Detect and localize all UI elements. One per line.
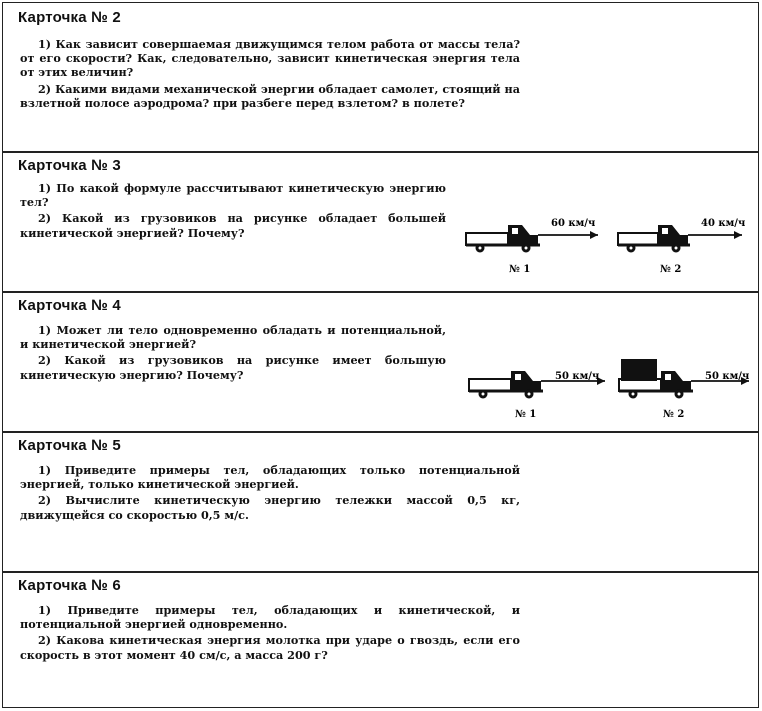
question-1: 1) Как зависит совершаемая движущимся телом работа от массы тела? от его скорости? Как, следовательно, зависит кинетическая энергия тела от этих величин? [20,37,520,80]
worksheet-page [2,2,759,708]
truck-1-illustration [466,225,598,253]
question-2: 2) Какой из грузовиков на рисунке имеет большую кинетическую энергию? Почему? [20,353,446,382]
question-2: 2) Какими видами механической энергии обладает самолет, стоящий на взлетной полосе аэродрома? при разбеге перед взлетом? в полете? [20,81,520,110]
card-questions [20,181,446,240]
truck-2-illustration [618,225,742,253]
question-1: 1) Приведите примеры тел, обладающих и кинетической, и потенциальной энергией одновременно. [20,603,520,632]
truck-1-speed: 50 км/ч [555,371,600,382]
card-4 [3,291,758,431]
card-5 [3,431,758,571]
card-questions [20,603,520,662]
card-title: Карточка № 6 [18,577,121,594]
card-2 [3,3,758,151]
card-questions [20,37,520,110]
question-1: 1) Приведите примеры тел, обладающих только потенциальной энергией, только кинетической энергией. [20,463,520,492]
truck-1-label: № 1 [509,264,531,275]
truck-1-speed: 60 км/ч [551,218,596,229]
card-questions [20,323,446,382]
trucks-figure [458,211,758,283]
truck-1-label: № 1 [515,409,537,420]
card-6 [3,571,758,707]
card-title: Карточка № 5 [18,437,121,454]
card-questions [20,463,520,522]
card-3 [3,151,758,291]
question-2: 2) Какой из грузовиков на рисунке обладает большей кинетической энергией? Почему? [20,211,446,240]
truck-2-label: № 2 [660,264,682,275]
trucks-figure [463,355,759,429]
question-2: 2) Какова кинетическая энергия молотка при ударе о гвоздь, если его скорость в этот момент 40 см/с, а масса 200 г? [20,633,520,662]
card-title: Карточка № 2 [18,9,121,26]
question-1: 1) По какой формуле рассчитывают кинетическую энергию тел? [20,181,446,210]
truck-2-label: № 2 [663,409,685,420]
card-title: Карточка № 4 [18,297,121,314]
question-1: 1) Может ли тело одновременно обладать и потенциальной, и кинетической энергией? [20,323,446,352]
question-2: 2) Вычислите кинетическую энергию тележки массой 0,5 кг, движущейся со скоростью 0,5 м/с. [20,493,520,522]
truck-2-speed: 50 км/ч [705,371,750,382]
card-title: Карточка № 3 [18,157,121,174]
truck-2-speed: 40 км/ч [701,218,746,229]
